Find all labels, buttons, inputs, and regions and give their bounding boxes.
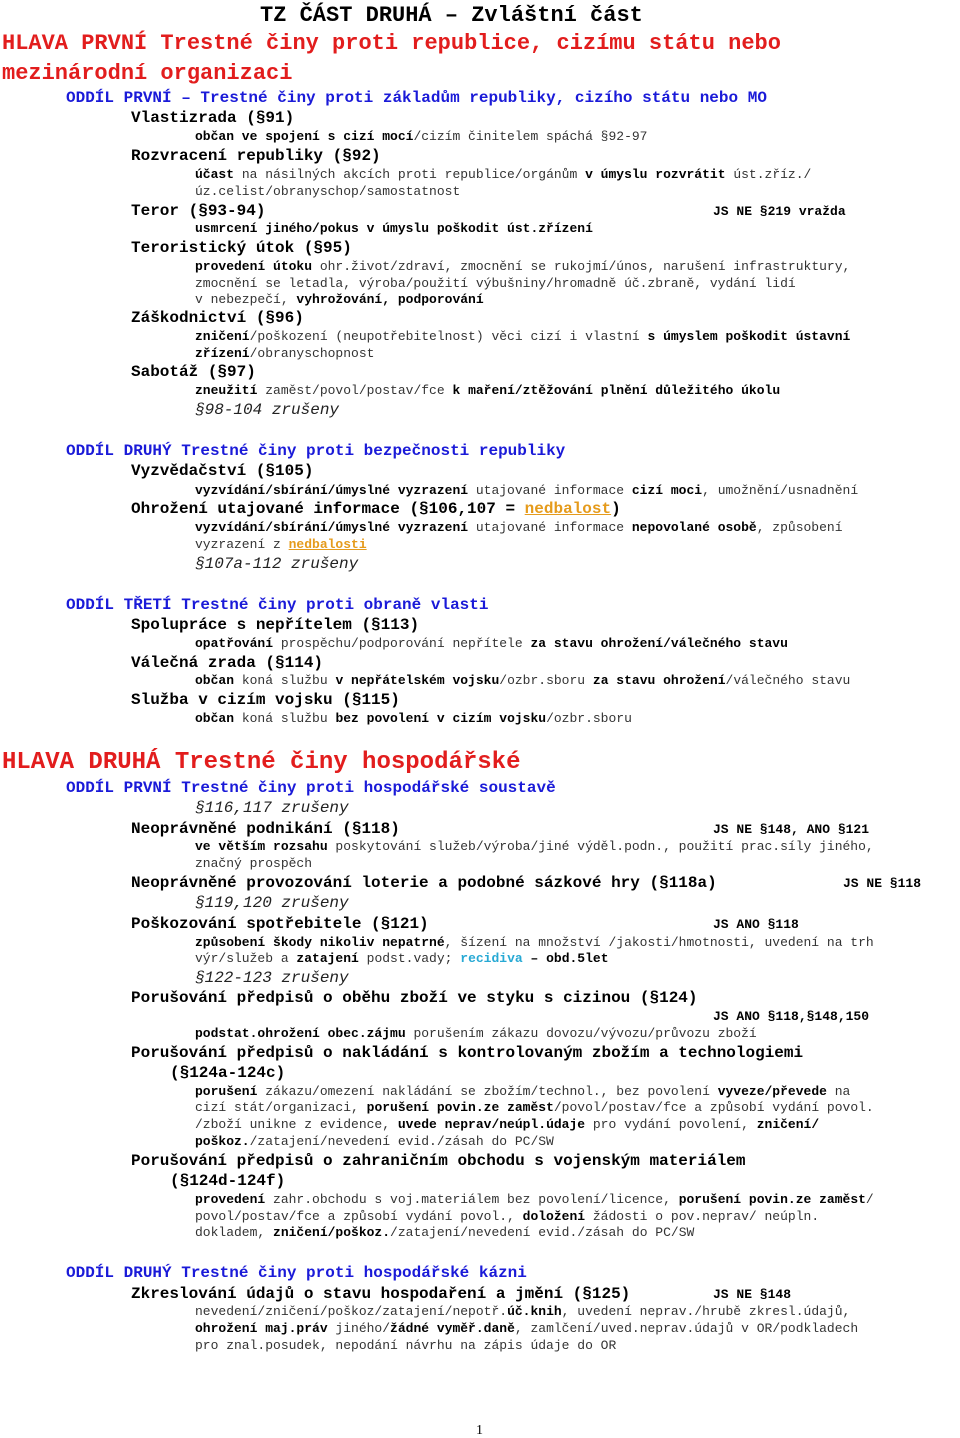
- text-bold: zničení/: [756, 1117, 820, 1132]
- crime-description: [195, 1118, 819, 1131]
- text: /: [865, 1192, 874, 1207]
- crime-description: úz.celist/obranyschop/samostatnost: [195, 184, 461, 199]
- crime-description: [195, 1193, 874, 1206]
- text: , uvedení neprav./hrubě zkresl.údajů,: [561, 1304, 851, 1319]
- crime-description: usmrcení jiného/pokus v úmyslu poškodit úst.zřízení: [195, 221, 593, 236]
- crime-title-valecna-zrada: Válečná zrada (§114): [131, 654, 324, 672]
- text: koná službu: [234, 711, 336, 726]
- text-bold: –: [522, 951, 547, 966]
- crime-description: zmocnění se letadla, výroba/použití výbušniny/hromadně úč.zbraně, vydání lidí: [195, 276, 796, 291]
- text-bold: s úmyslem poškodit ústavní: [647, 329, 851, 344]
- text-bold: poškoz.: [195, 1134, 250, 1149]
- section-heading: ODDÍL TŘETÍ Trestné činy proti obraně vlasti: [66, 596, 489, 614]
- chapter-heading: HLAVA DRUHÁ Trestné činy hospodářské: [2, 749, 521, 776]
- text-bold: žádné vyměř.daně: [390, 1321, 515, 1336]
- text-bold: zřízení: [195, 346, 250, 361]
- text-bold: uvede neprav/neúpl.údaje: [397, 1117, 586, 1132]
- text: /poškození (neupotřebitelnost) věci cizí i vlastní: [249, 329, 648, 344]
- text-bold: účast: [195, 167, 235, 182]
- relation-note: JS NE §148: [713, 1287, 792, 1302]
- text: prospěchu/podporování nepřítele: [273, 636, 531, 651]
- highlight-negligence: nedbalosti: [288, 537, 367, 552]
- text-bold: vyhrožování, podporování: [296, 292, 484, 307]
- text-bold: úč.knih: [507, 1304, 562, 1319]
- text: dokladem,: [195, 1225, 274, 1240]
- text-bold: k maření/ztěžování plnění důležitého úkolu: [452, 383, 781, 398]
- text-bold: zničení: [195, 329, 250, 344]
- text: /ozbr.sboru: [499, 673, 593, 688]
- relation-note: JS NE §219 vražda: [713, 204, 846, 219]
- text-bold: občan ve spojení s cizí mocí: [195, 129, 414, 144]
- text: nevedení/zničení/poškoz/zatajení/nepotř.: [195, 1304, 508, 1319]
- text: /válečného stavu: [725, 673, 851, 688]
- text: Ohrožení utajované informace (§106,107 =: [131, 500, 525, 518]
- crime-title-zkreslovani: Zkreslování údajů o stavu hospodaření a jmění (§125): [131, 1285, 631, 1303]
- text: , zamlčení/uved.neprav.údajů v OR/podkladech: [514, 1321, 859, 1336]
- text-bold: vyveze/převede: [717, 1084, 827, 1099]
- crime-description: [195, 674, 850, 687]
- text-bold: porušení: [195, 1084, 258, 1099]
- text: povol/postav/fce a způsobí vydání povol.,: [195, 1209, 523, 1224]
- crime-description: [195, 130, 647, 143]
- section-heading: ODDÍL DRUHÝ Trestné činy proti hospodářské kázni: [66, 1264, 527, 1282]
- text-bold: provedení útoku: [195, 259, 313, 274]
- text: /cizím činitelem spáchá §92-97: [413, 129, 648, 144]
- text: /zboží unikne z evidence,: [195, 1117, 398, 1132]
- crime-description: [195, 1085, 850, 1098]
- crime-description: [195, 521, 843, 534]
- text: /zatajení/nevedení evid./zásah do PC/SW: [390, 1225, 695, 1240]
- text-bold: ohrožení maj.práv: [195, 1321, 328, 1336]
- crime-description: [195, 952, 609, 965]
- text: /ozbr.sboru: [546, 711, 632, 726]
- crime-title-sluzba: Služba v cizím vojsku (§115): [131, 691, 400, 709]
- crime-description: [195, 330, 850, 343]
- text: utajované informace: [468, 483, 632, 498]
- text-bold: porušení povin.ze zaměst: [678, 1192, 866, 1207]
- crime-title-spoluprace: Spolupráce s nepřítelem (§113): [131, 616, 420, 634]
- crime-title-zaskodnictvi: Záškodnictví (§96): [131, 309, 304, 327]
- page-title: TZ ČÁST DRUHÁ – Zvláštní část: [260, 3, 643, 28]
- chapter-heading-line1: HLAVA PRVNÍ Trestné činy proti republice, cizímu státu nebo: [2, 31, 781, 56]
- text: ): [611, 500, 621, 518]
- crime-description: [195, 712, 632, 725]
- crime-description: [195, 637, 788, 650]
- text: cizí stát/organizaci,: [195, 1100, 367, 1115]
- repealed-note: §119,120 zrušeny: [195, 894, 349, 912]
- text-bold: porušení povin.ze zaměst: [366, 1100, 554, 1115]
- text: porušením zákazu dovozu/vývozu/průvozu zboží: [405, 1026, 757, 1041]
- text-bold: cizí moci: [631, 483, 703, 498]
- text-bold: způsobení škody nikoliv nepatrné: [195, 935, 445, 950]
- text-bold: provedení: [195, 1192, 266, 1207]
- repealed-note: §116,117 zrušeny: [195, 799, 349, 817]
- crime-description: [195, 1101, 874, 1114]
- section-heading: ODDÍL PRVNÍ Trestné činy proti hospodářské soustavě: [66, 779, 556, 797]
- text: , šízení na množství /jakosti/hmotnosti, uvedení na trh: [444, 935, 874, 950]
- text: zákazu/omezení nakládání se zbožím/technol., bez povolení: [257, 1084, 718, 1099]
- page-number: 1: [476, 1423, 483, 1438]
- text-bold: občan: [195, 711, 235, 726]
- crime-description: [195, 1027, 757, 1040]
- text: na násilných akcích proti republice/orgánům: [234, 167, 586, 182]
- crime-title-vojensky-material-cont: (§124d-124f): [170, 1172, 286, 1190]
- section-heading: ODDÍL DRUHÝ Trestné činy proti bezpečnosti republiky: [66, 442, 566, 460]
- crime-description: [195, 384, 780, 397]
- crime-description: [195, 1305, 850, 1318]
- text-bold: opatřování: [195, 636, 274, 651]
- text-bold: obd.5let: [546, 951, 609, 966]
- text: ohr.život/zdraví, zmocnění se rukojmí/únos, narušení infrastruktury,: [312, 259, 851, 274]
- text: koná službu: [234, 673, 336, 688]
- text-bold: občan: [195, 673, 235, 688]
- crime-description: [195, 347, 374, 360]
- text-bold: bez povolení v cizím vojsku: [335, 711, 547, 726]
- text-bold: v úmyslu rozvrátit: [585, 167, 726, 182]
- text-bold: za stavu ohrožení/válečného stavu: [530, 636, 788, 651]
- crime-title-vlastizrada: Vlastizrada (§91): [131, 109, 295, 127]
- text: poskytování služeb/výroba/jiné výděl.podn., použití prac.síly jiného,: [327, 839, 874, 854]
- text-bold: vyzvídání/sbírání/úmyslné vyzrazení: [195, 483, 469, 498]
- crime-description: [195, 840, 874, 853]
- text: podst.vady;: [358, 951, 461, 966]
- crime-title-sabotaz: Sabotáž (§97): [131, 363, 256, 381]
- crime-description: [195, 538, 367, 551]
- text-bold: podstat.ohrožení obec.zájmu: [195, 1026, 406, 1041]
- crime-title-teror: Teror (§93-94): [131, 202, 266, 220]
- crime-title-teroristicky-utok: Teroristický útok (§95): [131, 239, 352, 257]
- text: pro vydání povolení,: [585, 1117, 757, 1132]
- crime-title-ohrozeni: [131, 501, 621, 517]
- text: výr/služeb a: [195, 951, 297, 966]
- crime-description: značný prospěch: [195, 856, 313, 871]
- crime-description: [195, 293, 484, 306]
- text: žádosti o pov.neprav/ neúpln.: [585, 1209, 820, 1224]
- text: utajované informace: [468, 520, 632, 535]
- highlight-recidivism: recidiva: [460, 951, 523, 966]
- chapter-heading-line2: mezinárodní organizaci: [2, 61, 293, 86]
- crime-description: [195, 936, 874, 949]
- crime-description: [195, 484, 858, 497]
- text: /povol/postav/fce a způsobí vydání povol.: [553, 1100, 874, 1115]
- repealed-note: §98-104 zrušeny: [195, 401, 340, 419]
- text: v nebezpečí,: [195, 292, 297, 307]
- text: , způsobení: [756, 520, 843, 535]
- text: vyzrazení z: [195, 537, 289, 552]
- relation-note: JS NE §118: [843, 876, 922, 891]
- crime-title-rozvraceni: Rozvracení republiky (§92): [131, 147, 381, 165]
- crime-description: [195, 1226, 694, 1239]
- text-bold: zatajení: [296, 951, 359, 966]
- crime-title-vyzvedacstvi: Vyzvědačství (§105): [131, 462, 314, 480]
- crime-title-kontrolovane-zbozi-cont: (§124a-124c): [170, 1064, 286, 1082]
- crime-description: [195, 1135, 554, 1148]
- text: zaměst/povol/postav/fce: [257, 383, 453, 398]
- relation-note: JS ANO §118,§148,150: [713, 1009, 870, 1024]
- crime-title-podnikani: Neoprávněné podnikání (§118): [131, 820, 400, 838]
- text-bold: nepovolané osobě: [631, 520, 757, 535]
- text-bold: doložení: [522, 1209, 586, 1224]
- crime-title-spotrebitel: Poškozování spotřebitele (§121): [131, 915, 429, 933]
- crime-title-predpisy-zbozi: Porušování předpisů o oběhu zboží ve styku s cizinou (§124): [131, 989, 698, 1007]
- section-heading: ODDÍL PRVNÍ – Trestné činy proti základům republiky, cizího státu nebo MO: [66, 89, 767, 107]
- text-bold: zneužití: [195, 383, 258, 398]
- repealed-note: §122-123 zrušeny: [195, 969, 349, 987]
- text: /zatajení/nevedení evid./zásah do PC/SW: [249, 1134, 554, 1149]
- crime-title-vojensky-material: Porušování předpisů o zahraničním obchodu s vojenským materiálem: [131, 1152, 746, 1170]
- text: , umožnění/usnadnění: [702, 483, 859, 498]
- crime-description: [195, 1322, 858, 1335]
- text: úst.zříz./: [725, 167, 812, 182]
- highlight-negligence: nedbalost: [524, 500, 612, 518]
- text-bold: v nepřátelském vojsku: [335, 673, 500, 688]
- text-bold: za stavu ohrožení: [592, 673, 726, 688]
- crime-title-kontrolovane-zbozi: Porušování předpisů o nakládání s kontrolovaným zbožím a technologiemi: [131, 1044, 804, 1062]
- crime-description: [195, 260, 850, 273]
- repealed-note: §107a-112 zrušeny: [195, 555, 359, 573]
- text-bold: vyzvídání/sbírání/úmyslné vyzrazení: [195, 520, 469, 535]
- relation-note: JS ANO §118: [713, 917, 799, 932]
- crime-description: pro znal.posudek, nepodání návrhu na zápis údaje do OR: [195, 1338, 617, 1353]
- text: na: [826, 1084, 851, 1099]
- text: /obranyschopnost: [249, 346, 375, 361]
- crime-description: [195, 1210, 819, 1223]
- text-bold: zničení/poškoz.: [273, 1225, 391, 1240]
- crime-title-loterie: Neoprávněné provozování loterie a podobné sázkové hry (§118a): [131, 874, 717, 892]
- text-bold: ve větším rozsahu: [195, 839, 328, 854]
- relation-note: JS NE §148, ANO §121: [713, 822, 870, 837]
- text: zahr.obchodu s voj.materiálem bez povolení/licence,: [265, 1192, 679, 1207]
- crime-description: [195, 168, 811, 181]
- text: jiného/: [327, 1321, 391, 1336]
